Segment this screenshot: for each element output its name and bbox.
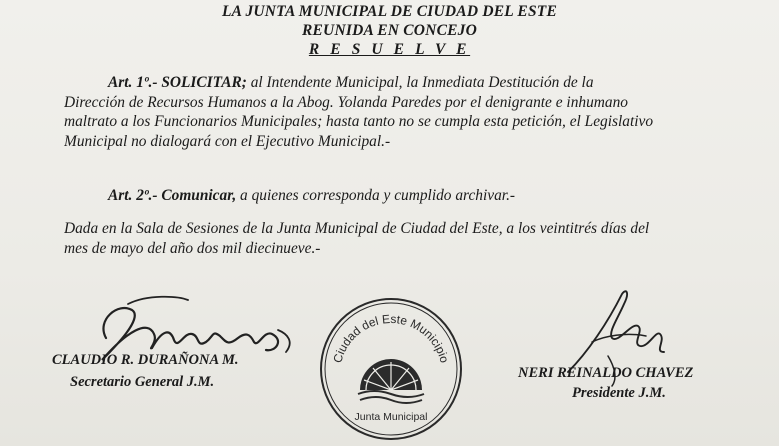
article-1-line-4: Municipal no dialogará con el Ejecutivo Municipal.- <box>64 132 391 150</box>
left-signer-role: Secretario General J.M. <box>70 374 215 390</box>
closing-paragraph <box>64 219 754 258</box>
article-1-line-3: maltrato a los Funcionarios Municipales; hasta tanto no se cumpla esta petición, el Legislativo <box>64 113 654 131</box>
right-signer-role: Presidente J.M. <box>572 385 666 401</box>
seal-bottom-text: Junta Municipal <box>354 411 428 423</box>
article-1-lead: Art. 1º.- SOLICITAR; <box>108 74 247 91</box>
article-2-lead: Art. 2º.- Comunicar, <box>108 187 237 204</box>
article-1-line-1: al Intendente Municipal, la Inmediata Destitución de la <box>246 74 594 91</box>
right-signer-name: NERI REINALDO CHAVEZ <box>518 365 694 381</box>
header-title: LA JUNTA MUNICIPAL DE CIUDAD DEL ESTE <box>222 3 557 20</box>
header-resuelve: R E S U E L V E <box>308 41 471 58</box>
article-2 <box>64 186 754 206</box>
article-2-text: a quienes corresponda y cumplido archivar.- <box>236 187 516 204</box>
seal-arc-text: Ciudad del Este Municipio <box>330 311 452 365</box>
closing-line-2: mes de mayo del año dos mil diecinueve.- <box>64 239 321 257</box>
header-subtitle: REUNIDA EN CONCEJO <box>301 22 477 39</box>
municipal-seal <box>318 296 464 442</box>
left-signer-name: CLAUDIO R. DURAÑONA M. <box>52 352 239 368</box>
closing-line-1: Dada en la Sala de Sesiones de la Junta Municipal de Ciudad del Este, a los veintitrés días del <box>64 220 650 237</box>
article-1-line-2: Dirección de Recursos Humanos a la Abog. Yolanda Paredes por el denigrante e inhumano <box>64 93 628 111</box>
seal-emblem-icon <box>358 359 424 403</box>
article-1 <box>64 73 754 151</box>
